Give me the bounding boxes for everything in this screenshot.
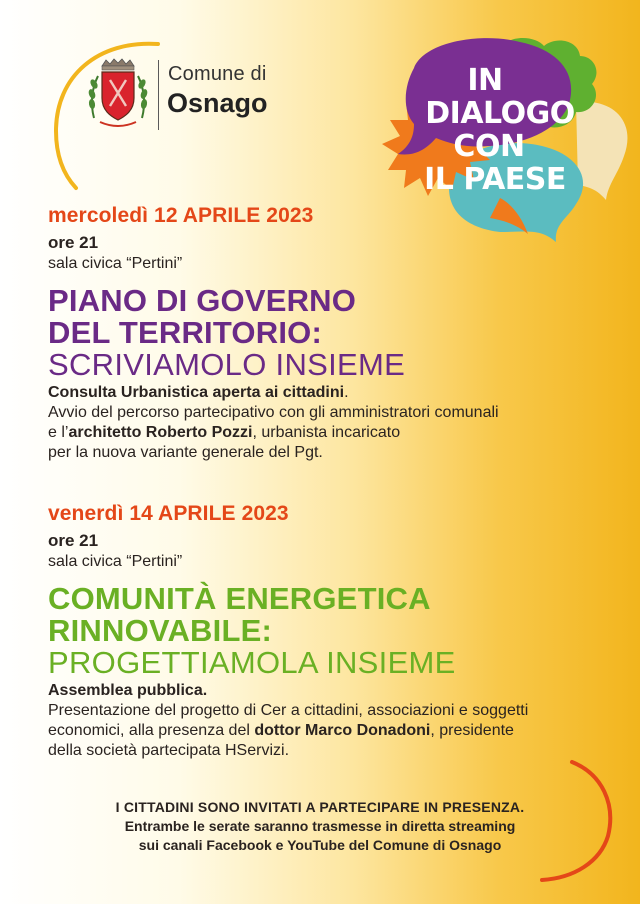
event-description [48, 383, 608, 463]
event-desc-highlight: architetto Roberto Pozzi [68, 424, 253, 441]
slogan-line: IL PAESE [424, 162, 566, 197]
event-title [48, 583, 608, 647]
logo-divider [158, 60, 159, 130]
coat-of-arms-icon [88, 58, 148, 132]
footer-line: sui canali Facebook e YouTube del Comune di Osnago [138, 837, 502, 853]
event-title-line: RINNOVABILE: [48, 613, 272, 648]
event-date: venerdì 14 APRILE 2023 [48, 502, 289, 525]
event-desc-line: per la nuova variante generale del Pgt. [48, 444, 323, 461]
event-desc-text: , presidente [430, 722, 514, 739]
slogan-line: IN [467, 63, 503, 98]
event-energia [48, 502, 608, 761]
event-time: ore 21 [48, 531, 99, 550]
event-time: ore 21 [48, 233, 99, 252]
event-date: mercoledì 12 APRILE 2023 [48, 204, 314, 227]
event-desc-text: e l’ [48, 424, 69, 441]
slogan-line: CON [453, 129, 525, 164]
event-title-line: COMUNITÀ ENERGETICA [48, 581, 431, 616]
event-desc-line: Presentazione del progetto di Cer a cittadini, associazioni e soggetti [48, 702, 529, 719]
event-desc-line: della società partecipata HServizi. [48, 742, 290, 759]
event-description [48, 681, 608, 761]
municipality-name: Osnago [167, 88, 268, 118]
slogan-line: DIALOGO [425, 96, 575, 131]
slogan [400, 64, 600, 196]
footer-line: I CITTADINI SONO INVITATI A PARTECIPARE IN PRESENZA. [115, 799, 525, 815]
event-desc-text: , urbanista incaricato [252, 424, 401, 441]
event-title-line: PIANO DI GOVERNO [48, 283, 357, 318]
event-lead: Consulta Urbanistica aperta ai cittadini [48, 384, 345, 401]
footer-line: Entrambe le serate saranno trasmesse in diretta streaming [124, 818, 516, 834]
event-desc-text: economici, alla presenza del [48, 722, 255, 739]
event-subtitle: SCRIVIAMOLO INSIEME [48, 347, 406, 382]
event-title-line: DEL TERRITORIO: [48, 315, 322, 350]
event-desc-highlight: dottor Marco Donadoni [254, 722, 431, 739]
event-urbanistica [48, 204, 608, 463]
event-lead: Assemblea pubblica. [48, 682, 208, 699]
municipality-label: Comune di [168, 63, 267, 85]
event-subtitle: PROGETTIAMOLA INSIEME [48, 645, 456, 680]
event-lead-end: . [344, 384, 349, 401]
footer-notice [60, 798, 580, 855]
event-venue: sala civica “Pertini” [48, 553, 183, 570]
event-desc-line: Avvio del percorso partecipativo con gli amministratori comunali [48, 404, 499, 421]
event-venue: sala civica “Pertini” [48, 255, 183, 272]
event-title [48, 285, 608, 349]
